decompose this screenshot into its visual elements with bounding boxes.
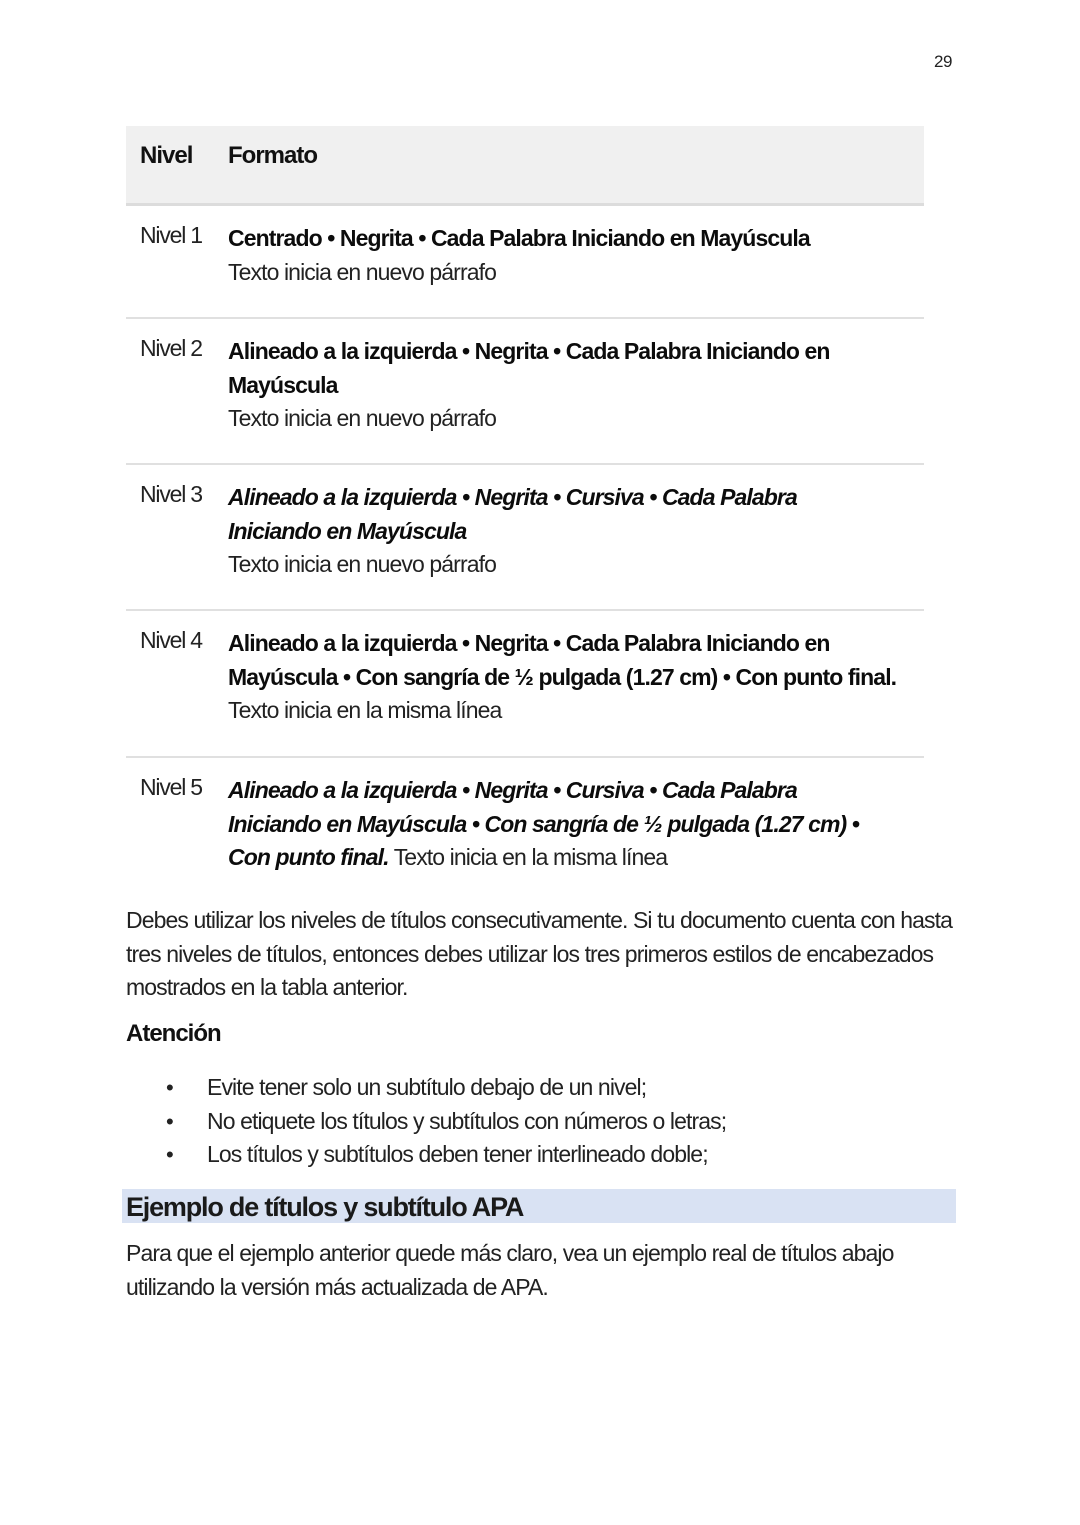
format-cell	[228, 206, 924, 317]
section-heading: Ejemplo de títulos y subtítulo APA	[126, 1192, 524, 1222]
list-item-text: No etiquete los títulos y subtítulos con números o letras;	[207, 1107, 727, 1134]
list-item	[166, 1138, 726, 1172]
format-cell	[228, 319, 924, 463]
table-row	[126, 206, 924, 319]
section-heading-bar	[122, 1189, 956, 1223]
level-cell: Nivel 3	[140, 481, 202, 507]
page-number: 29	[934, 52, 952, 71]
format-text: Alineado a la izquierda • Negrita • Cada Palabra Iniciando en Mayúscula • Con sangría de ½ pulgada (1.27 cm) • Con punto final.	[228, 630, 897, 690]
bullet-icon: •	[166, 1108, 173, 1134]
format-text: Alineado a la izquierda • Negrita • Cursiva • Cada Palabra Iniciando en Mayúscula • Con sangría de ½ pulgada (1.27 cm) • Con punto final.	[228, 777, 859, 870]
list-item-text: Los títulos y subtítulos deben tener interlineado doble;	[207, 1141, 708, 1167]
list-item	[166, 1071, 726, 1105]
attention-heading: Atención	[126, 1020, 221, 1047]
list-item	[166, 1105, 726, 1139]
format-text: Centrado • Negrita • Cada Palabra Iniciando en Mayúscula	[228, 225, 810, 251]
format-note: Texto inicia en la misma línea	[388, 844, 668, 870]
table-row	[126, 758, 924, 888]
format-cell	[228, 611, 924, 756]
format-text: Alineado a la izquierda • Negrita • Cada Palabra Iniciando en Mayúscula	[228, 338, 830, 398]
table-row	[126, 465, 924, 611]
heading-levels-table	[126, 126, 924, 888]
level-cell: Nivel 2	[140, 335, 202, 361]
bullet-icon: •	[166, 1142, 173, 1167]
list-item-text: Evite tener solo un subtítulo debajo de un nivel;	[207, 1074, 647, 1100]
format-note: Texto inicia en nuevo párrafo	[228, 551, 496, 577]
format-text-wrap	[228, 774, 868, 875]
level-cell: Nivel 4	[140, 627, 202, 653]
level-cell: Nivel 5	[140, 774, 202, 800]
format-note: Texto inicia en nuevo párrafo	[228, 258, 496, 285]
format-cell	[228, 465, 924, 609]
format-note: Texto inicia en nuevo párrafo	[228, 405, 496, 431]
level-cell: Nivel 1	[140, 222, 202, 248]
attention-list	[166, 1071, 726, 1172]
header-level: Nivel	[140, 142, 193, 169]
format-text: Alineado a la izquierda • Negrita • Cursiva • Cada Palabra Iniciando en Mayúscula	[228, 484, 797, 544]
table-row	[126, 611, 924, 758]
format-note: Texto inicia en la misma línea	[228, 697, 502, 723]
table-header	[126, 126, 924, 206]
body-paragraph: Para que el ejemplo anterior quede más claro, vea un ejemplo real de títulos abajo utilizando la versión más actualizada de APA.	[126, 1240, 894, 1300]
format-cell	[228, 758, 924, 888]
table-row	[126, 319, 924, 465]
body-paragraph: Debes utilizar los niveles de títulos consecutivamente. Si tu documento cuenta con hasta tres niveles de títulos, entonces debes utilizar los tres primeros estilos de encabezados mostrados en la tabla anterior.	[126, 907, 952, 1000]
header-format: Formato	[228, 142, 317, 169]
bullet-icon: •	[166, 1075, 173, 1100]
